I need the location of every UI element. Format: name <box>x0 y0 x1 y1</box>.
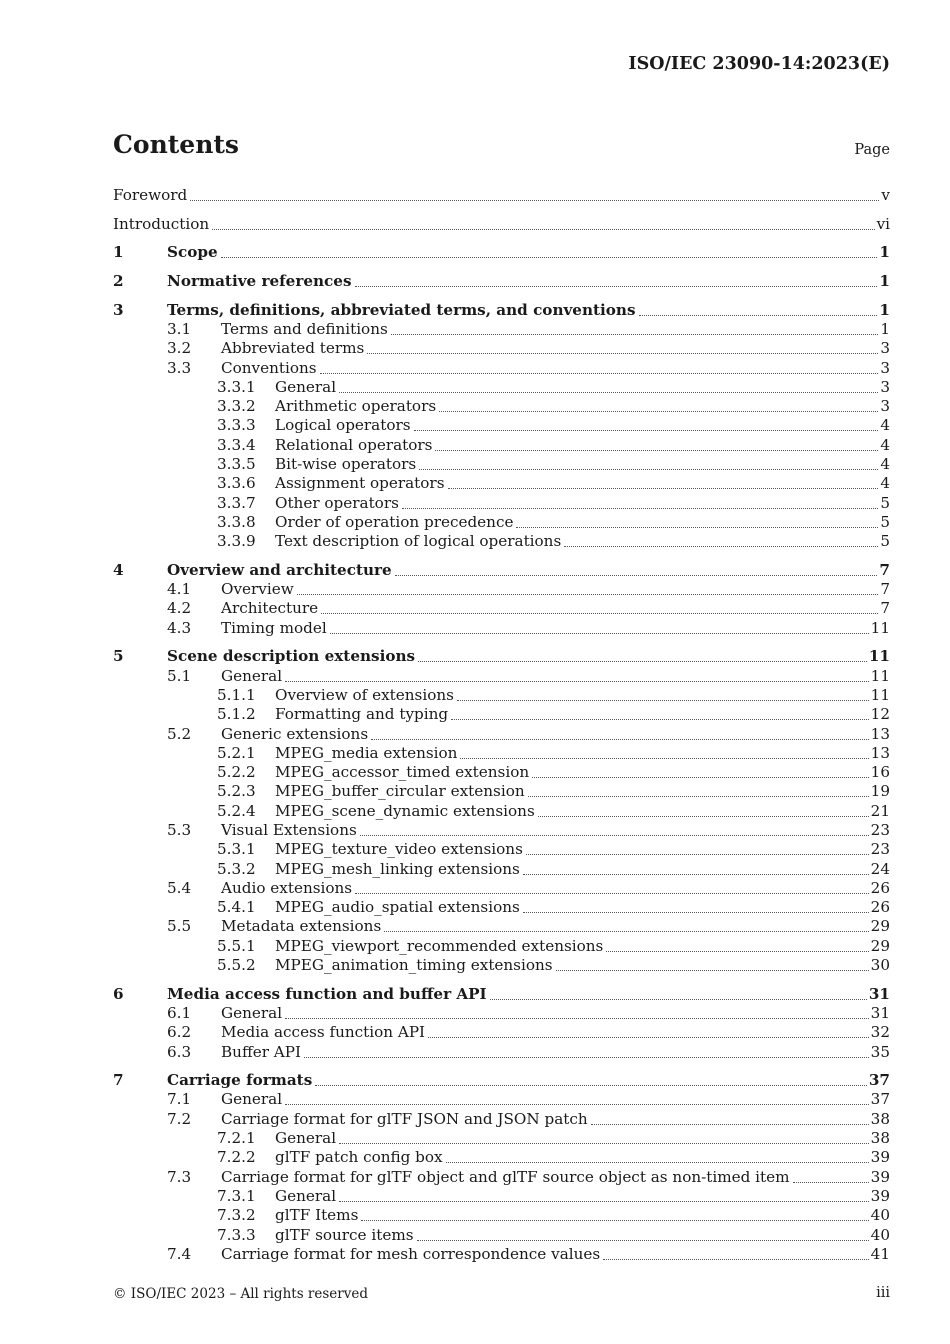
toc-entry-number: 6 <box>113 984 124 1003</box>
toc-entry-title[interactable]: MPEG_audio_spatial extensions <box>275 898 520 917</box>
toc-entry[interactable] <box>113 1109 890 1128</box>
toc-entry-title[interactable]: Conventions <box>221 358 317 377</box>
toc-entry-number: 4 <box>113 560 124 579</box>
toc-entry-number: 5.3.1 <box>217 840 256 859</box>
toc-entry-number: 3 <box>113 300 124 319</box>
toc-entry-title[interactable]: Carriage format for mesh correspondence values <box>221 1244 601 1263</box>
dot-leader <box>417 1240 869 1241</box>
toc-entry-title[interactable]: General <box>221 1003 283 1022</box>
toc-entry-page[interactable]: 5 <box>880 532 890 551</box>
toc-entry[interactable] <box>113 1004 890 1023</box>
toc-entry-page[interactable]: 4 <box>880 435 890 454</box>
toc-entry-title[interactable]: Relational operators <box>275 435 433 454</box>
toc-entry-number: 3.3.1 <box>217 377 256 396</box>
dot-leader <box>528 796 869 797</box>
toc-entry-title[interactable]: MPEG_accessor_timed extension <box>275 763 530 782</box>
toc-entry[interactable] <box>113 859 890 878</box>
toc-entry[interactable] <box>113 647 890 666</box>
dot-leader <box>330 633 869 634</box>
toc-entry-number: 3.3.4 <box>217 435 256 454</box>
toc-entry-page[interactable]: 24 <box>870 859 890 878</box>
toc-entry[interactable] <box>113 513 890 532</box>
toc-entry-page[interactable]: 1 <box>880 319 890 338</box>
dot-leader <box>339 392 878 393</box>
toc-entry[interactable] <box>113 1023 890 1042</box>
toc-entry-number: 5.2.2 <box>217 763 256 782</box>
toc-entry-page[interactable]: 35 <box>870 1042 890 1061</box>
toc-entry[interactable] <box>113 580 890 599</box>
toc-entry-number: 5.2.4 <box>217 801 256 820</box>
toc-entry-title[interactable]: Overview and architecture <box>167 560 392 579</box>
dot-leader <box>451 719 869 720</box>
toc-entry-title[interactable]: Buffer API <box>221 1042 301 1061</box>
toc-entry-page[interactable]: 1 <box>879 300 890 319</box>
toc-entry[interactable] <box>113 984 890 1003</box>
toc-entry-title[interactable]: MPEG_media extension <box>275 743 458 762</box>
toc-entry[interactable] <box>113 474 890 493</box>
toc-entry-page[interactable]: 30 <box>870 956 890 975</box>
dot-leader <box>361 1220 868 1221</box>
toc-entry-number: 5.2.1 <box>217 743 256 762</box>
toc-entry-page[interactable]: 4 <box>880 416 890 435</box>
toc-entry-page[interactable]: 16 <box>870 763 890 782</box>
toc-entry-page[interactable]: 11 <box>870 618 890 637</box>
toc-entry-number: 3.3.7 <box>217 493 256 512</box>
toc-entry-title[interactable]: General <box>221 666 283 685</box>
toc-entry-page[interactable]: 4 <box>880 474 890 493</box>
dot-leader <box>212 229 874 230</box>
toc-entry[interactable] <box>113 666 890 685</box>
toc-entry-number: 7.4 <box>167 1244 192 1263</box>
toc-entry-number: 7.2 <box>167 1109 192 1128</box>
toc-entry-title[interactable]: Normative references <box>167 272 352 291</box>
copyright-footer: © ISO/IEC 2023 – All rights reserved <box>113 1286 368 1302</box>
toc-entry-page[interactable]: 5 <box>880 493 890 512</box>
document-id: ISO/IEC 23090-14:2023(E) <box>628 54 890 74</box>
toc-entry-page[interactable]: 7 <box>880 580 890 599</box>
dot-leader <box>490 999 867 1000</box>
toc-entry-number: 7.3.1 <box>217 1186 256 1205</box>
toc-entry-title[interactable]: Audio extensions <box>221 878 353 897</box>
toc-entry[interactable] <box>113 1129 890 1148</box>
toc-entry[interactable] <box>113 956 890 975</box>
toc-entry-title[interactable]: Media access function and buffer API <box>167 984 487 1003</box>
toc-entry-page[interactable]: 40 <box>870 1206 890 1225</box>
toc-entry-title[interactable]: glTF source items <box>275 1225 414 1244</box>
toc-entry[interactable] <box>113 898 890 917</box>
toc-entry-number: 5.3.2 <box>217 859 256 878</box>
dot-leader <box>321 613 878 614</box>
toc-entry-page[interactable]: 19 <box>870 782 890 801</box>
dot-leader <box>320 373 879 374</box>
toc-entry-number: 4.2 <box>167 599 192 618</box>
dot-leader <box>384 931 868 932</box>
toc-entry-title[interactable]: Scope <box>167 243 218 262</box>
toc-entry-page[interactable]: 11 <box>868 647 890 666</box>
page-title: Contents <box>113 130 240 159</box>
toc-entry-number: 5.2 <box>167 724 192 743</box>
dot-leader <box>367 353 878 354</box>
toc-entry[interactable] <box>113 455 890 474</box>
toc-entry-page[interactable]: 13 <box>870 743 890 762</box>
toc-entry-page[interactable]: 37 <box>870 1090 890 1109</box>
toc-entry[interactable] <box>113 272 890 291</box>
toc-entry-title[interactable]: Assignment operators <box>275 474 445 493</box>
toc-entry-number: 4.3 <box>167 618 192 637</box>
toc-entry[interactable] <box>113 493 890 512</box>
toc-entry-page[interactable]: 7 <box>880 599 890 618</box>
dot-leader <box>591 1124 869 1125</box>
toc-entry[interactable] <box>113 1071 890 1090</box>
toc-entry[interactable] <box>113 1167 890 1186</box>
toc-entry[interactable] <box>113 416 890 435</box>
toc-entry[interactable] <box>113 763 890 782</box>
toc-entry-page[interactable]: 3 <box>880 377 890 396</box>
toc-entry-page[interactable]: 13 <box>870 724 890 743</box>
toc-entry-page[interactable]: v <box>881 186 890 205</box>
dot-leader <box>339 1143 869 1144</box>
toc-entry-page[interactable]: 38 <box>870 1109 890 1128</box>
toc-entry-number: 3.3.8 <box>217 512 256 531</box>
toc-entry-title[interactable]: Bit-wise operators <box>275 455 417 474</box>
dot-leader <box>285 1104 869 1105</box>
toc-entry-title[interactable]: MPEG_texture_video extensions <box>275 840 523 859</box>
toc-entry[interactable] <box>113 243 890 262</box>
dot-leader <box>532 777 869 778</box>
toc-entry-title[interactable]: Generic extensions <box>221 724 369 743</box>
toc-entry-title[interactable]: Scene description extensions <box>167 647 416 666</box>
toc-entry-title[interactable]: Order of operation precedence <box>275 512 514 531</box>
toc-entry-page[interactable]: 39 <box>870 1148 890 1167</box>
page-number: iii <box>876 1285 890 1301</box>
toc-entry-number: 3.3.9 <box>217 532 256 551</box>
toc-entry-page[interactable]: 38 <box>870 1129 890 1148</box>
dot-leader <box>523 874 869 875</box>
toc-entry-number: 6.2 <box>167 1023 192 1042</box>
dot-leader <box>606 951 868 952</box>
dot-leader <box>285 1018 869 1019</box>
dot-leader <box>516 527 878 528</box>
dot-leader <box>448 488 879 489</box>
dot-leader <box>371 739 869 740</box>
toc-entry[interactable] <box>113 1090 890 1109</box>
dot-leader <box>304 1057 869 1058</box>
toc-entry-page[interactable]: 37 <box>868 1071 890 1090</box>
toc-entry-number: 3.3.5 <box>217 455 256 474</box>
toc-entry-title[interactable]: Arithmetic operators <box>275 397 437 416</box>
dot-leader <box>395 575 878 576</box>
toc-entry-page[interactable]: 23 <box>870 840 890 859</box>
toc-entry[interactable] <box>113 705 890 724</box>
toc-entry-page[interactable]: 41 <box>870 1244 890 1263</box>
toc-entry[interactable] <box>113 300 890 319</box>
dot-leader <box>391 334 879 335</box>
toc-entry[interactable] <box>113 1187 890 1206</box>
dot-leader <box>457 700 869 701</box>
toc-entry-number: 5.3 <box>167 820 192 839</box>
toc-entry-page[interactable]: 3 <box>880 397 890 416</box>
toc-entry[interactable] <box>113 378 890 397</box>
toc-entry-title[interactable]: Text description of logical operations <box>275 532 562 551</box>
dot-leader <box>418 661 867 662</box>
toc-entry-page[interactable]: 21 <box>870 801 890 820</box>
toc-entry-title[interactable]: Carriage format for glTF object and glTF source object as non-timed item <box>221 1167 790 1186</box>
toc-entry-title[interactable]: Terms, definitions, abbreviated terms, and conventions <box>167 300 636 319</box>
dot-leader <box>523 912 869 913</box>
toc-entry-title[interactable]: General <box>275 1129 337 1148</box>
toc-entry-title[interactable]: MPEG_animation_timing extensions <box>275 956 553 975</box>
dot-leader <box>360 835 869 836</box>
toc-entry-title[interactable]: Timing model <box>221 618 327 637</box>
toc-entry[interactable] <box>113 215 890 234</box>
toc-entry[interactable] <box>113 917 890 936</box>
toc-entry[interactable] <box>113 599 890 618</box>
toc-entry-title[interactable]: Carriage format for glTF JSON and JSON patch <box>221 1109 588 1128</box>
toc-entry-number: 6.1 <box>167 1003 192 1022</box>
toc-entry-number: 3.3 <box>167 358 192 377</box>
toc-entry-page[interactable]: 1 <box>879 243 890 262</box>
toc-entry-title[interactable]: glTF Items <box>275 1206 359 1225</box>
toc-entry-page[interactable]: 32 <box>870 1023 890 1042</box>
toc-entry-page[interactable]: 31 <box>870 1003 890 1022</box>
toc-entry-title[interactable]: Foreword <box>113 186 188 205</box>
toc-entry-title[interactable]: Abbreviated terms <box>221 339 365 358</box>
toc-entry-title[interactable]: Media access function API <box>221 1023 426 1042</box>
toc-entry-number: 7.3.3 <box>217 1225 256 1244</box>
dot-leader <box>428 1037 869 1038</box>
toc-entry-title[interactable]: Overview <box>221 580 294 599</box>
toc-entry[interactable] <box>113 801 890 820</box>
toc-entry[interactable] <box>113 1245 890 1264</box>
dot-leader <box>564 546 878 547</box>
toc-entry-title[interactable]: Logical operators <box>275 416 411 435</box>
toc-entry[interactable] <box>113 358 890 377</box>
toc-entry-title[interactable]: Carriage formats <box>167 1071 313 1090</box>
toc-entry-page[interactable]: vi <box>876 214 890 233</box>
toc-entry[interactable] <box>113 782 890 801</box>
toc-entry-number: 5 <box>113 647 124 666</box>
toc-entry[interactable] <box>113 435 890 454</box>
toc-entry-title[interactable]: Introduction <box>113 214 210 233</box>
toc-entry-number: 5.5.2 <box>217 956 256 975</box>
toc-entry-number: 3.3.2 <box>217 397 256 416</box>
dot-leader <box>526 854 869 855</box>
toc-entry[interactable] <box>113 821 890 840</box>
toc-entry[interactable] <box>113 686 890 705</box>
toc-entry[interactable] <box>113 397 890 416</box>
toc-entry-number: 5.1.2 <box>217 705 256 724</box>
page-column-label: Page <box>854 142 890 158</box>
toc-entry-title[interactable]: Terms and definitions <box>221 319 388 338</box>
dot-leader <box>315 1085 867 1086</box>
toc-entry[interactable] <box>113 1148 890 1167</box>
toc-entry[interactable] <box>113 320 890 339</box>
dot-leader <box>355 286 878 287</box>
toc-entry-page[interactable]: 40 <box>870 1225 890 1244</box>
toc-entry-number: 7.1 <box>167 1090 192 1109</box>
toc-entry[interactable] <box>113 936 890 955</box>
dot-leader <box>419 469 878 470</box>
dot-leader <box>435 450 878 451</box>
toc-entry-number: 4.1 <box>167 580 192 599</box>
dot-leader <box>190 200 879 201</box>
toc-entry-title[interactable]: General <box>275 1186 337 1205</box>
toc-entry-number: 5.1.1 <box>217 685 256 704</box>
toc-entry-number: 5.5 <box>167 917 192 936</box>
toc-entry-page[interactable]: 11 <box>870 685 890 704</box>
toc-entry-title[interactable]: Visual Extensions <box>221 820 357 839</box>
toc-entry-number: 5.4 <box>167 878 192 897</box>
dot-leader <box>556 970 869 971</box>
toc-entry-number: 5.5.1 <box>217 936 256 955</box>
toc-entry[interactable] <box>113 186 890 205</box>
toc-entry-number: 3.1 <box>167 319 192 338</box>
toc-entry-number: 6.3 <box>167 1042 192 1061</box>
toc-entry-title[interactable]: Other operators <box>275 493 399 512</box>
toc-entry-number: 3.3.3 <box>217 416 256 435</box>
dot-leader <box>402 508 878 509</box>
toc-entry[interactable] <box>113 532 890 551</box>
toc-entry-number: 5.4.1 <box>217 898 256 917</box>
toc-entry-number: 5.1 <box>167 666 192 685</box>
toc-entry-title[interactable]: MPEG_mesh_linking extensions <box>275 859 520 878</box>
toc-entry-page[interactable]: 39 <box>870 1186 890 1205</box>
toc-entry[interactable] <box>113 879 890 898</box>
toc-entry-number: 7.3.2 <box>217 1206 256 1225</box>
dot-leader <box>414 430 879 431</box>
toc-entry-number: 5.2.3 <box>217 782 256 801</box>
toc-entry-page[interactable]: 29 <box>870 917 890 936</box>
toc-entry-title[interactable]: General <box>275 377 337 396</box>
dot-leader <box>221 257 878 258</box>
toc-entry-title[interactable]: glTF patch config box <box>275 1148 443 1167</box>
dot-leader <box>460 758 868 759</box>
table-of-contents <box>113 186 890 1264</box>
toc-entry-page[interactable]: 3 <box>880 339 890 358</box>
toc-entry[interactable] <box>113 1042 890 1061</box>
toc-entry-title[interactable]: MPEG_scene_dynamic extensions <box>275 801 535 820</box>
toc-entry-page[interactable]: 12 <box>870 705 890 724</box>
toc-entry-page[interactable]: 29 <box>870 936 890 955</box>
toc-entry-page[interactable]: 4 <box>880 455 890 474</box>
toc-entry-title[interactable]: MPEG_viewport_recommended extensions <box>275 936 604 955</box>
toc-entry-title[interactable]: MPEG_buffer_circular extension <box>275 782 525 801</box>
dot-leader <box>603 1259 869 1260</box>
toc-entry-page[interactable]: 23 <box>870 820 890 839</box>
toc-entry[interactable] <box>113 561 890 580</box>
dot-leader <box>297 594 879 595</box>
dot-leader <box>793 1182 869 1183</box>
toc-entry-page[interactable]: 3 <box>880 358 890 377</box>
dot-leader <box>355 893 869 894</box>
toc-entry-page[interactable]: 26 <box>870 898 890 917</box>
dot-leader <box>439 411 878 412</box>
toc-entry-number: 1 <box>113 243 124 262</box>
toc-entry-number: 7.3 <box>167 1167 192 1186</box>
toc-entry-page[interactable]: 5 <box>880 512 890 531</box>
toc-entry-number: 7.2.1 <box>217 1129 256 1148</box>
toc-entry-page[interactable]: 39 <box>870 1167 890 1186</box>
toc-entry-number: 3.3.6 <box>217 474 256 493</box>
toc-entry-title[interactable]: Overview of extensions <box>275 685 454 704</box>
toc-entry-page[interactable]: 26 <box>870 878 890 897</box>
toc-entry-number: 3.2 <box>167 339 192 358</box>
dot-leader <box>339 1201 869 1202</box>
toc-entry-title[interactable]: Architecture <box>221 599 319 618</box>
dot-leader <box>446 1162 869 1163</box>
toc-entry[interactable] <box>113 1225 890 1244</box>
toc-entry[interactable] <box>113 339 890 358</box>
toc-entry-number: 7.2.2 <box>217 1148 256 1167</box>
dot-leader <box>538 816 869 817</box>
toc-entry-title[interactable]: Formatting and typing <box>275 705 449 724</box>
dot-leader <box>639 315 878 316</box>
toc-entry[interactable] <box>113 840 890 859</box>
toc-entry-title[interactable]: General <box>221 1090 283 1109</box>
toc-entry[interactable] <box>113 744 890 763</box>
toc-entry-number: 7 <box>113 1071 124 1090</box>
toc-entry[interactable] <box>113 618 890 637</box>
toc-entry[interactable] <box>113 724 890 743</box>
toc-entry-title[interactable]: Metadata extensions <box>221 917 382 936</box>
dot-leader <box>285 681 869 682</box>
toc-entry-page[interactable]: 11 <box>870 666 890 685</box>
toc-entry-page[interactable]: 1 <box>879 272 890 291</box>
toc-entry[interactable] <box>113 1206 890 1225</box>
toc-entry-page[interactable]: 31 <box>868 984 890 1003</box>
toc-entry-page[interactable]: 7 <box>879 560 890 579</box>
toc-entry-number: 2 <box>113 272 124 291</box>
